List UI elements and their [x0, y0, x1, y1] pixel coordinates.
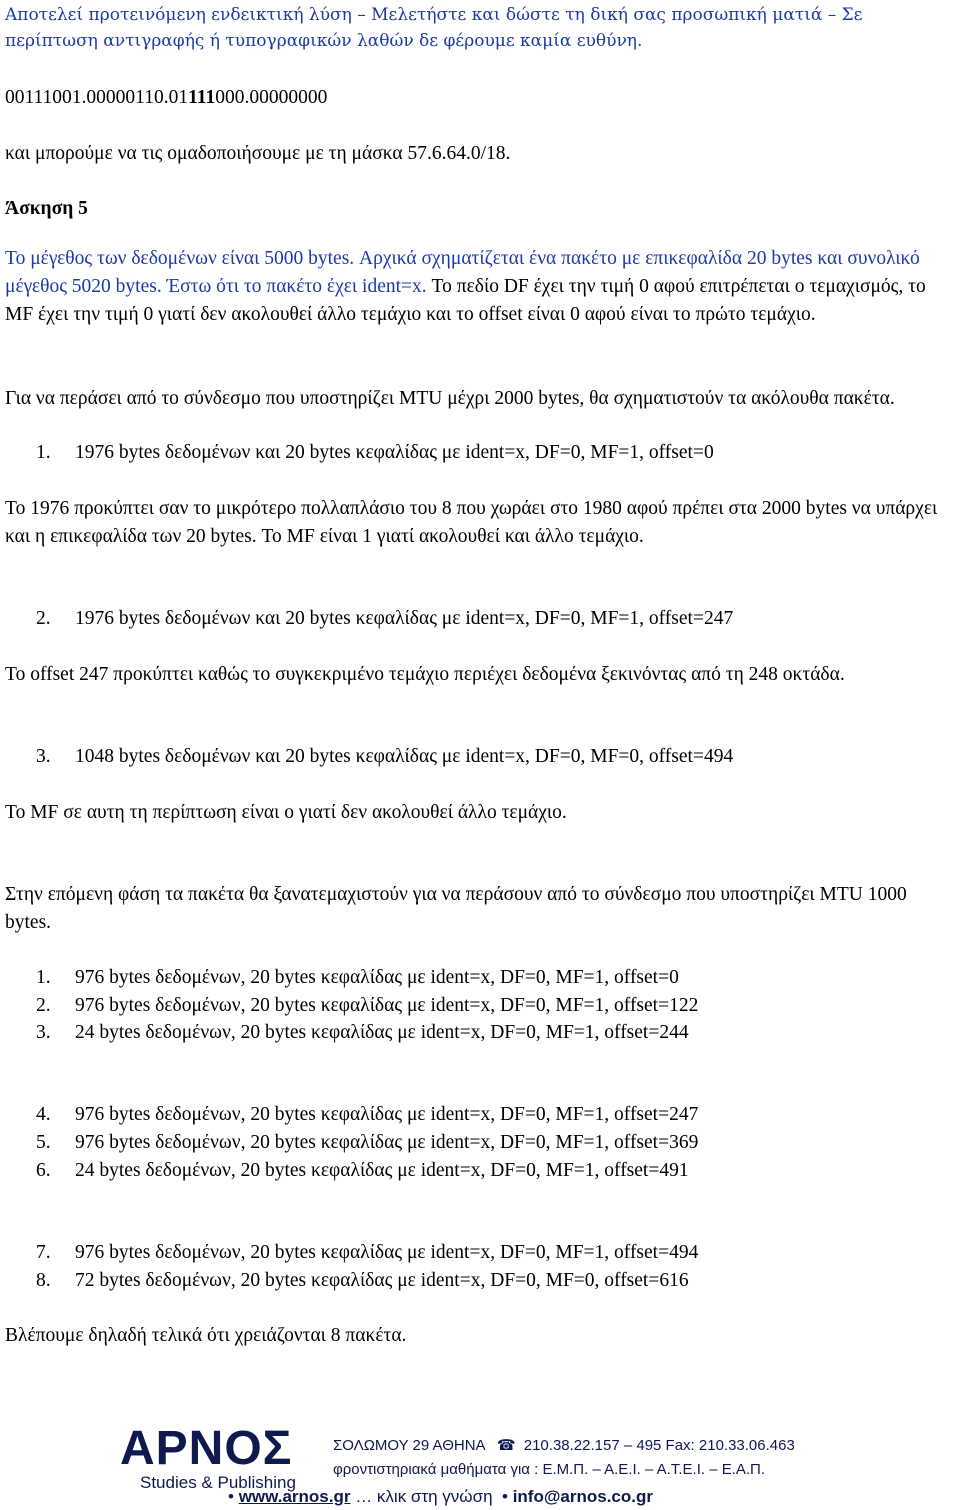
paragraph-intro-rest: Το πεδίο DF έχει την τιμή 0 αφού επιτρέπεται ο τεμαχισμός, το MF έχει την τιμή 0 γιατί δεν ακολουθεί άλλο τεμάχιο και το offset είναι 0 αφού είναι το πρώτο τεμάχιο.: [5, 276, 926, 325]
item-text: 1048 bytes δεδομένων και 20 bytes κεφαλίδας με ident=x, DF=0, MF=0, offset=494: [75, 746, 734, 767]
item-explanation: Το 1976 προκύπτει σαν το μικρότερο πολλαπλάσιο του 8 που χωράει στο 1980 αφού πρέπει στα 2000 bytes να υπάρχει και η επικεφαλίδα των 20 bytes. Το MF είναι 1 γιατί ακολουθεί και άλλο τεμάχιο.: [5, 498, 938, 547]
item-text: 24 bytes δεδομένων, 20 bytes κεφαλίδας με ident=x, DF=0, MF=1, offset=244: [75, 1022, 689, 1043]
email-link[interactable]: info@arnos.co.gr: [512, 1487, 653, 1506]
item-text: 72 bytes δεδομένων, 20 bytes κεφαλίδας με ident=x, DF=0, MF=0, offset=616: [75, 1270, 689, 1291]
item-text: 976 bytes δεδομένων, 20 bytes κεφαλίδας με ident=x, DF=0, MF=1, offset=247: [75, 1104, 699, 1125]
item-number: 5.: [36, 1132, 51, 1153]
paragraph-intro-highlight: Το μέγεθος των δεδομένων είναι 5000 bytes. Αρχικά σχηματίζεται ένα πακέτο με επικεφαλίδα 20 bytes και συνολικό μέγεθος 5020 bytes. Έστω ότι το πακέτο έχει ident=x.: [5, 248, 920, 297]
item-text: 976 bytes δεδομένων, 20 bytes κεφαλίδας με ident=x, DF=0, MF=1, offset=122: [75, 995, 699, 1016]
item-text: 1976 bytes δεδομένων και 20 bytes κεφαλίδας με ident=x, DF=0, MF=1, offset=247: [75, 608, 734, 629]
disclaimer-header: Αποτελεί προτεινόμενη ενδεικτική λύση – Μελετήστε και δώστε τη δική σας προσωπική ματιά – Σε περίπτωση αντιγραφής ή τυπογραφικών λαθών δε φέρουμε καμία ευθύνη.: [5, 5, 863, 51]
item-number: 2.: [36, 608, 51, 629]
exercise-title: Άσκηση 5: [5, 198, 88, 219]
item-text: 976 bytes δεδομένων, 20 bytes κεφαλίδας με ident=x, DF=0, MF=1, offset=369: [75, 1132, 699, 1153]
item-number: 7.: [36, 1242, 51, 1263]
footer-contact-line: [333, 1436, 795, 1454]
footer-links-line: [228, 1487, 653, 1507]
item-text: 1976 bytes δεδομένων και 20 bytes κεφαλίδας με ident=x, DF=0, MF=1, offset=0: [75, 442, 714, 463]
binary-bold-bits: 111: [188, 87, 216, 108]
footer: [0, 1415, 960, 1510]
mask-line: και μπορούμε να τις ομαδοποιήσουμε με τη μάσκα 57.6.64.0/18.: [5, 143, 511, 164]
binary-address: [5, 84, 327, 112]
item-text: 24 bytes δεδομένων, 20 bytes κεφαλίδας με ident=x, DF=0, MF=1, offset=491: [75, 1160, 689, 1181]
item-number: 1.: [36, 442, 51, 463]
footer-address: ΣΟΛΩΜΟΥ 29 ΑΘΗΝΑ: [333, 1437, 485, 1454]
item-number: 3.: [36, 1022, 51, 1043]
logo-subtitle: Studies & Publishing: [140, 1473, 296, 1492]
item-text: 976 bytes δεδομένων, 20 bytes κεφαλίδας με ident=x, DF=0, MF=1, offset=494: [75, 1242, 699, 1263]
item-number: 1.: [36, 967, 51, 988]
item-text: 976 bytes δεδομένων, 20 bytes κεφαλίδας με ident=x, DF=0, MF=1, offset=0: [75, 967, 679, 988]
item-number: 6.: [36, 1160, 51, 1181]
binary-prefix: 00111001.00000110.01: [5, 87, 189, 108]
item-number: 3.: [36, 746, 51, 767]
item-number: 4.: [36, 1104, 51, 1125]
bullet-icon: •: [497, 1487, 508, 1506]
phone-icon: ☎: [496, 1437, 516, 1454]
paragraph-intro: [5, 245, 957, 329]
item-number: 8.: [36, 1270, 51, 1291]
binary-suffix: 000.00000000: [215, 87, 328, 108]
logo-name: ΑΡΝΟΣ: [120, 1422, 293, 1475]
item-explanation: Το MF σε αυτη τη περίπτωση είναι ο γιατί δεν ακολουθεί άλλο τεμάχιο.: [5, 802, 567, 823]
item-explanation: Το offset 247 προκύπτει καθώς το συγκεκριμένο τεμάχιο περιέχει δεδομένα ξεκινόντας από τη 248 οκτάδα.: [5, 664, 845, 685]
footer-tagline: … κλικ στη γνώση: [355, 1487, 493, 1506]
website-link[interactable]: www.arnos.gr: [238, 1487, 351, 1506]
footer-phones: 210.38.22.157 – 495 Fax: 210.33.06.463: [523, 1437, 795, 1454]
item-number: 2.: [36, 995, 51, 1016]
bullet-icon: •: [228, 1487, 234, 1506]
footer-courses: φροντιστηριακά μαθήματα για : Ε.Μ.Π. – Α.Ε.Ι. – Α.Τ.Ε.Ι. – Ε.Α.Π.: [333, 1461, 766, 1478]
arnos-logo: [120, 1423, 310, 1495]
paragraph-mtu2000: Για να περάσει από το σύνδεσμο που υποστηρίζει MTU μέχρι 2000 bytes, θα σχηματιστούν τα ακόλουθα πακέτα.: [5, 388, 895, 409]
paragraph-mtu1000: Στην επόμενη φάση τα πακέτα θα ξανατεμαχιστούν για να περάσουν από το σύνδεσμο που υποστηρίζει MTU 1000 bytes.: [5, 884, 907, 933]
conclusion: Βλέπουμε δηλαδή τελικά ότι χρειάζονται 8 πακέτα.: [5, 1325, 407, 1346]
